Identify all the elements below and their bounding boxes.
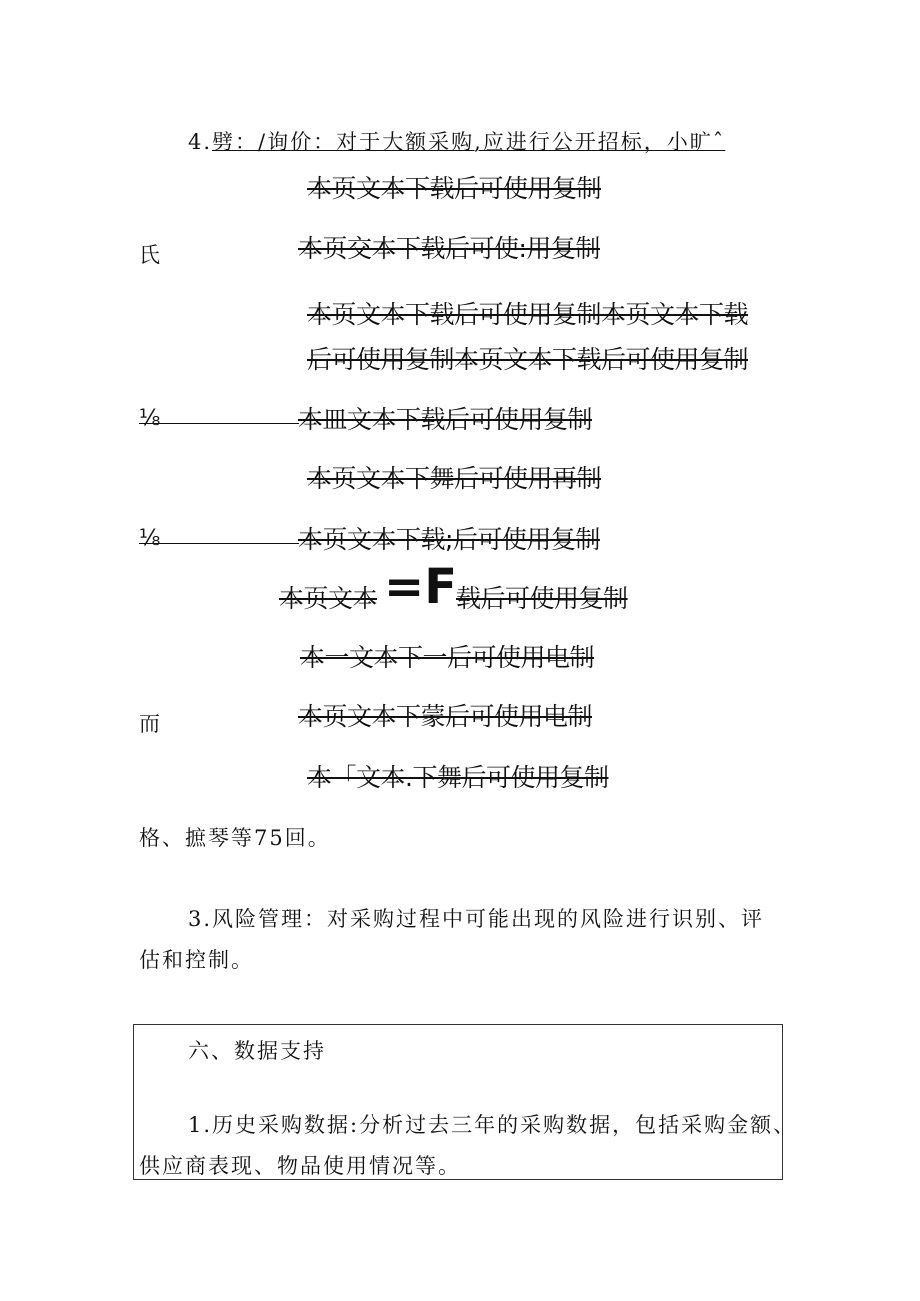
item-4-number: 4. xyxy=(188,130,213,154)
strike-rule-2 xyxy=(139,543,299,544)
item-4-line xyxy=(188,132,725,153)
large-glyph-mark: =F xyxy=(384,559,458,615)
watermark-line-8a: 本页文本 xyxy=(279,584,378,613)
data-support-heading: 六、数据支持 xyxy=(188,1039,326,1063)
fragment-line: 格、摭琴等75回。 xyxy=(139,826,331,850)
watermark-line-10: 本页文本下蒙后可使用电制 xyxy=(298,702,593,731)
watermark-line-8b: 载后可使用复制 xyxy=(456,584,628,613)
watermark-line-2: 本页交本下载后可使:用复制 xyxy=(298,234,600,263)
margin-mark-fraction-2: ⅛ xyxy=(139,526,161,551)
margin-mark-fraction-1: ⅛ xyxy=(139,406,161,431)
watermark-line-7: 本页文本下载;后可使用复制 xyxy=(298,525,600,554)
watermark-line-11: 本「文本.下舞后可使用复制 xyxy=(307,763,609,792)
watermark-line-3: 本页文本下载后可使用复制本页文本下载 xyxy=(307,300,749,329)
margin-mark-er: 而 xyxy=(139,712,160,736)
risk-management-line-2: 估和控制。 xyxy=(139,948,254,972)
margin-mark-shi: 氏 xyxy=(139,243,160,267)
item-4-text: 劈：/询价：对于大额采购,应进行公开招标，小旷ˆ xyxy=(212,130,726,154)
watermark-line-6: 本页文本下舞后可使用再制 xyxy=(307,464,602,493)
strike-rule-1 xyxy=(139,423,299,424)
watermark-line-1: 本页文本下载后可使用复制 xyxy=(307,174,602,203)
historical-data-line-1: 1.历史采购数据:分析过去三年的采购数据，包括采购金额、 xyxy=(188,1113,797,1137)
risk-management-line-1: 3.风险管理：对采购过程中可能出现的风险进行识别、评 xyxy=(188,907,765,931)
watermark-line-9: 本一文本下一后可使用电制 xyxy=(300,643,595,672)
historical-data-line-2: 供应商表现、物品使用情况等。 xyxy=(139,1154,461,1178)
watermark-line-4: 后可使用复制本页文本下载后可使用复制 xyxy=(307,345,749,374)
watermark-line-5: 本皿文本下载后可使用复制 xyxy=(298,405,593,434)
